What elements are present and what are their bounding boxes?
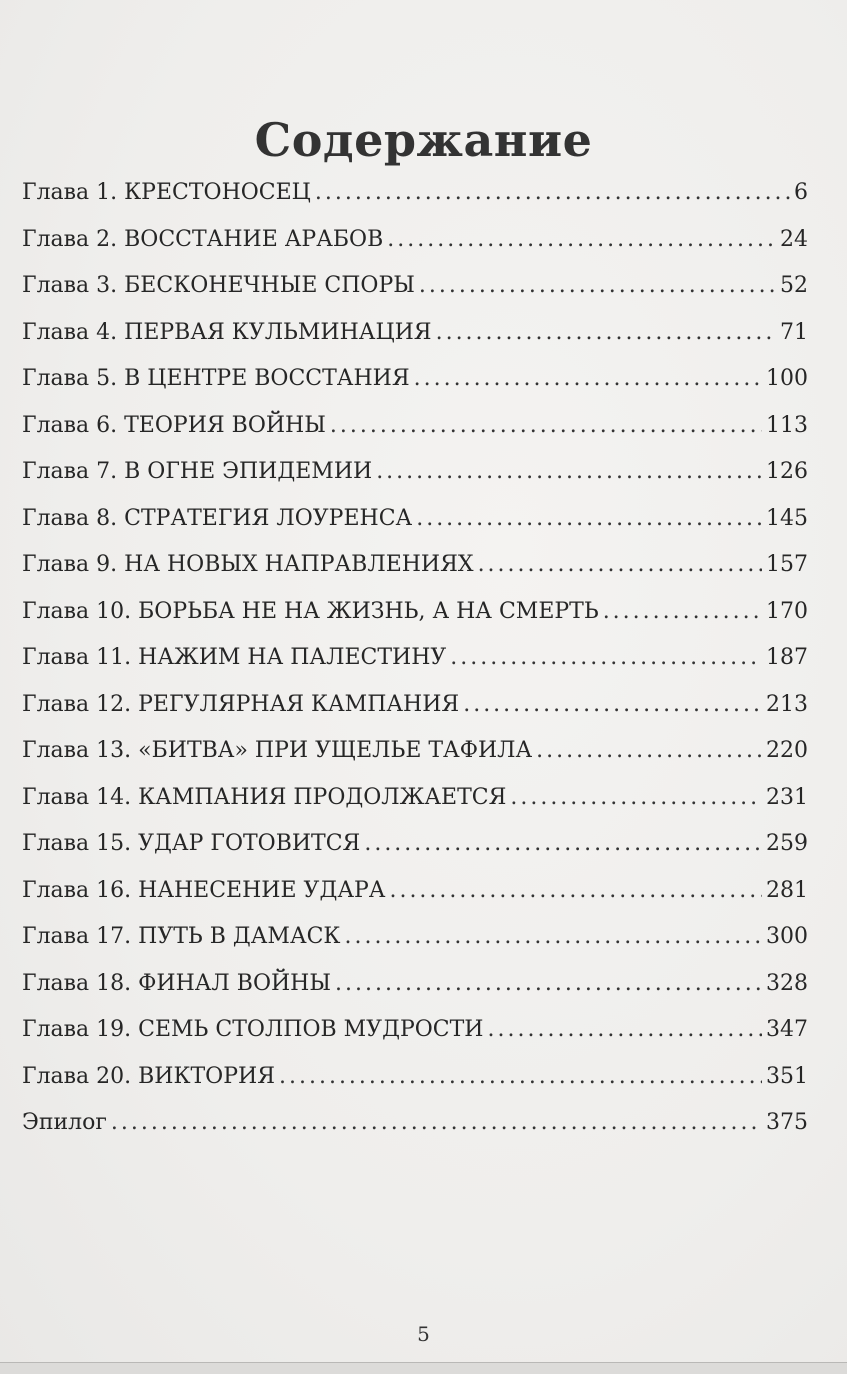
toc-entry-page: 220 xyxy=(766,738,808,763)
toc-entry xyxy=(22,1017,808,1064)
toc-entry-label: Глава 18. ФИНАЛ ВОЙНЫ xyxy=(22,970,331,996)
toc-entry-page: 24 xyxy=(780,226,808,252)
toc-entry-page: 347 xyxy=(766,1017,808,1042)
toc-entry xyxy=(22,413,808,460)
toc-entry xyxy=(22,785,808,832)
toc-leader-dots xyxy=(376,459,762,484)
toc-leader-dots xyxy=(416,506,762,531)
toc-entry-label: Глава 15. УДАР ГОТОВИТСЯ xyxy=(22,831,361,856)
toc-leader-dots xyxy=(389,878,762,903)
toc-leader-dots xyxy=(364,831,762,856)
toc-entry-page: 351 xyxy=(766,1063,808,1089)
toc-entry-page: 281 xyxy=(766,877,808,903)
toc-leader-dots xyxy=(387,227,776,252)
toc-entry-label: Глава 2. ВОССТАНИЕ АРАБОВ xyxy=(22,226,384,252)
toc-entry-page: 52 xyxy=(780,273,808,298)
toc-entry xyxy=(22,738,808,785)
page-title: Содержание xyxy=(254,112,593,167)
toc-entry-label: Глава 3. БЕСКОНЕЧНЫЕ СПОРЫ xyxy=(22,273,415,298)
toc-entry xyxy=(22,645,808,692)
toc-leader-dots xyxy=(279,1064,762,1089)
toc-leader-dots xyxy=(510,785,762,810)
toc-entry xyxy=(22,831,808,878)
toc-leader-dots xyxy=(488,1017,763,1042)
toc-entry xyxy=(22,924,808,971)
toc-leader-dots xyxy=(344,924,762,949)
toc-leader-dots xyxy=(414,366,762,391)
toc-entry xyxy=(22,599,808,646)
toc-entry-label: Глава 4. ПЕРВАЯ КУЛЬМИНАЦИЯ xyxy=(22,319,432,345)
toc-leader-dots xyxy=(463,692,762,717)
toc-entry xyxy=(22,692,808,739)
toc-entry-page: 328 xyxy=(766,970,808,996)
toc-leader-dots xyxy=(436,320,776,345)
toc-entry xyxy=(22,459,808,506)
toc-entry-label: Глава 17. ПУТЬ В ДАМАСК xyxy=(22,924,341,949)
toc-leader-dots xyxy=(330,413,762,438)
toc-entry xyxy=(22,1110,808,1157)
toc-leader-dots xyxy=(450,645,762,670)
toc-entry-label: Глава 10. БОРЬБА НЕ НА ЖИЗНЬ, А НА СМЕРТЬ xyxy=(22,598,599,624)
toc-leader-dots xyxy=(478,552,762,577)
toc-entry xyxy=(22,227,808,274)
table-of-contents xyxy=(22,180,808,1157)
toc-entry-label: Глава 9. НА НОВЫХ НАПРАВЛЕНИЯХ xyxy=(22,552,474,577)
toc-entry-label: Глава 7. В ОГНЕ ЭПИДЕМИИ xyxy=(22,459,373,484)
toc-leader-dots xyxy=(603,599,762,624)
toc-entry xyxy=(22,971,808,1018)
toc-entry-label: Глава 1. КРЕСТОНОСЕЦ xyxy=(22,180,311,205)
toc-entry-page: 300 xyxy=(766,924,808,949)
toc-leader-dots xyxy=(315,180,790,205)
toc-entry-page: 259 xyxy=(766,831,808,856)
page-number: 5 xyxy=(417,1322,430,1346)
toc-entry-page: 71 xyxy=(780,319,808,345)
toc-leader-dots xyxy=(536,738,762,763)
toc-entry-label: Глава 19. СЕМЬ СТОЛПОВ МУДРОСТИ xyxy=(22,1017,484,1042)
toc-entry xyxy=(22,366,808,413)
toc-entry-page: 231 xyxy=(766,784,808,810)
toc-entry xyxy=(22,273,808,320)
toc-leader-dots xyxy=(111,1110,762,1135)
toc-entry-page: 213 xyxy=(766,691,808,717)
toc-entry-label: Глава 14. КАМПАНИЯ ПРОДОЛЖАЕТСЯ xyxy=(22,784,507,810)
toc-leader-dots xyxy=(419,273,776,298)
toc-entry-label: Глава 20. ВИКТОРИЯ xyxy=(22,1063,275,1089)
toc-entry-page: 113 xyxy=(766,412,808,438)
toc-entry-page: 157 xyxy=(766,552,808,577)
page-bottom-edge xyxy=(0,1362,847,1374)
toc-entry-page: 6 xyxy=(794,180,808,205)
toc-entry-page: 126 xyxy=(766,459,808,484)
toc-entry-page: 187 xyxy=(766,645,808,670)
toc-entry-page: 100 xyxy=(766,366,808,391)
toc-entry-label: Глава 6. ТЕОРИЯ ВОЙНЫ xyxy=(22,412,326,438)
toc-entry-label: Глава 8. СТРАТЕГИЯ ЛОУРЕНСА xyxy=(22,505,413,531)
toc-entry xyxy=(22,320,808,367)
toc-entry-label: Глава 16. НАНЕСЕНИЕ УДАРА xyxy=(22,877,386,903)
toc-entry-label: Эпилог xyxy=(22,1110,107,1135)
toc-entry-label: Глава 12. РЕГУЛЯРНАЯ КАМПАНИЯ xyxy=(22,691,460,717)
toc-entry xyxy=(22,878,808,925)
toc-entry xyxy=(22,1064,808,1111)
toc-entry-page: 375 xyxy=(766,1110,808,1135)
toc-entry-page: 170 xyxy=(766,598,808,624)
toc-entry-label: Глава 5. В ЦЕНТРЕ ВОССТАНИЯ xyxy=(22,366,410,391)
toc-entry xyxy=(22,180,808,227)
toc-entry-page: 145 xyxy=(766,505,808,531)
toc-entry-label: Глава 11. НАЖИМ НА ПАЛЕСТИНУ xyxy=(22,645,447,670)
toc-leader-dots xyxy=(335,971,762,996)
toc-entry-label: Глава 13. «БИТВА» ПРИ УЩЕЛЬЕ ТАФИЛА xyxy=(22,738,533,763)
toc-entry xyxy=(22,552,808,599)
toc-entry xyxy=(22,506,808,553)
